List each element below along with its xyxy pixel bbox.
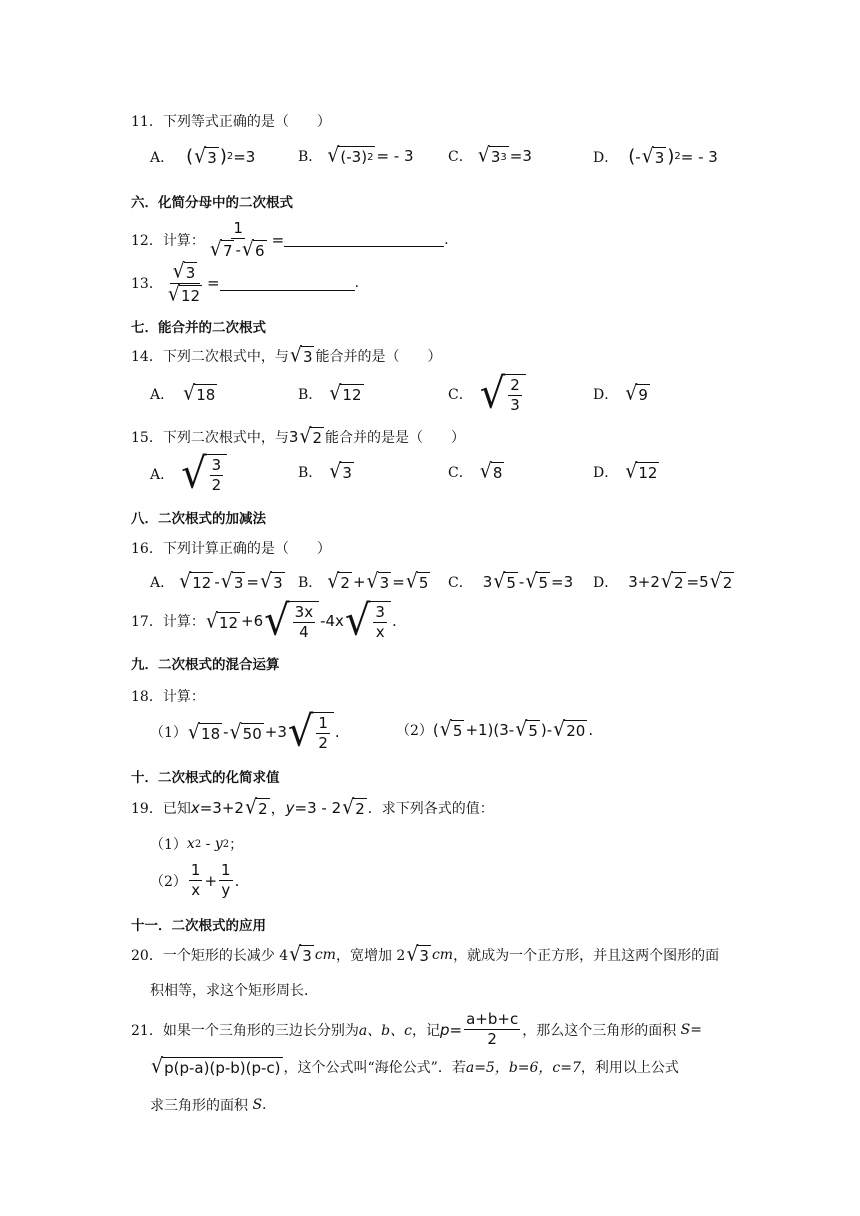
question-13: 13． √ 3 √ 12 = .	[131, 259, 360, 306]
q16-option-b[interactable]: B． √ 2 + √ 3 = √ 5	[298, 569, 429, 594]
q14-stem-a: 14．下列二次根式中，与	[131, 349, 289, 365]
option-label: C．	[448, 149, 473, 165]
question-16-stem: 16．下列计算正确的是（ ）	[131, 541, 331, 557]
option-label: B．	[298, 465, 323, 481]
q14-stem-b: 能合并的是（ ）	[315, 349, 442, 365]
section-heading-6: 六．化简分母中的二次根式	[131, 195, 293, 211]
q13-tail: .	[354, 275, 360, 291]
q21-text-a: 21．如果一个三角形的三边长分别为	[131, 1022, 359, 1039]
option-label: A．	[150, 149, 175, 166]
q19-stem-b: ．求下列各式的值：	[367, 800, 494, 817]
question-18	[131, 686, 205, 706]
option-label: C．	[448, 387, 473, 404]
q21-line-2: √ p(p-a)(p-b)(p-c) ，这个公式叫“海伦公式”．若 a=5，b=6，c=7 ，利用以上公式	[151, 1054, 679, 1079]
part-label: （2）	[150, 873, 187, 890]
option-label: B．	[298, 387, 323, 403]
question-17-label: 17．计算：	[131, 614, 205, 631]
q15-option-a[interactable]: A． √ $\frac{3}{2}$	[150, 454, 228, 495]
q14-option-c[interactable]: C． √ $\frac{2}{3}$	[448, 374, 527, 415]
q17-expression: √ 12 +6 √ $\frac{3x}{4}$ -4x √ $\frac{3}{x}$ .	[205, 596, 397, 646]
section-heading-9: 九．二次根式的混合运算	[131, 657, 280, 673]
question-16	[131, 538, 331, 558]
q15-option-b[interactable]: B． √ 3	[298, 459, 352, 484]
option-label: B．	[298, 149, 323, 165]
option-d-value: = - 3	[680, 147, 718, 166]
q15-stem-a: 15．下列二次根式中，与	[131, 430, 289, 446]
option-label: A．	[150, 387, 175, 403]
option-label: D．	[593, 575, 619, 591]
option-label: D．	[593, 149, 619, 166]
option-label: C．	[448, 465, 473, 481]
question-12-label: 12．计算：	[131, 232, 205, 249]
question-21: 21．如果一个三角形的三边长分别为 a、b、c ，记 p = $\frac{a+b+c}{2}$ ，那么这个三角形的面积 S =	[131, 1010, 702, 1049]
section-heading-10: 十．二次根式的化简求值	[131, 770, 280, 786]
q19-part-2: （2） $\frac{1}{x}$ + $\frac{1}{y}$ .	[150, 861, 240, 900]
q18-part-2: （2） ( √ 5 +1)(3- √ 5 )- √ 20 .	[396, 717, 594, 742]
q21-line-2-text-b: ，利用以上公式	[580, 1060, 679, 1076]
q14-option-b[interactable]: B． √ 12	[298, 381, 362, 406]
q18-part-1: （1） √ 18 - √ 50 +3 √ $\frac{1}{2}$ .	[150, 707, 340, 757]
q21-line-3-text: 求三角形的面积	[150, 1098, 248, 1114]
q21-line-2-text: ，这个公式叫“海伦公式”．若	[283, 1060, 466, 1076]
q15-stem-b: 能合并的是是（ ）	[325, 430, 466, 446]
question-13-label: 13．	[131, 276, 163, 292]
option-label: A．	[150, 467, 175, 484]
q21-text-b: ，记	[411, 1022, 440, 1039]
q12-fraction: 1 √ 7 - √ 6	[209, 219, 265, 262]
q11-option-c[interactable]: C． √ 3 3 =3	[448, 143, 532, 168]
q16-option-a[interactable]: A． √ 12 - √ 3 = √ 3	[150, 569, 283, 594]
q11-option-a[interactable]: A． ( √ 3 ) 2 =3	[150, 143, 256, 168]
question-11-stem: 11．下列等式正确的是（ ）	[131, 114, 331, 130]
q12-answer-blank[interactable]	[284, 232, 444, 247]
part-label: （1）	[150, 837, 187, 853]
q11-option-b[interactable]: B． √ (-3) 2 = - 3	[298, 143, 414, 168]
section-heading-7: 七．能合并的二次根式	[131, 320, 266, 336]
q14-option-d[interactable]: D． √ 9	[593, 381, 648, 406]
question-11	[131, 111, 331, 131]
q21-text-c: ，那么这个三角形的面积	[522, 1022, 677, 1039]
question-18-stem: 18．计算：	[131, 689, 205, 705]
q20-unit: cm	[431, 947, 454, 963]
option-a-value: =3	[233, 147, 256, 166]
option-c-value: =3	[509, 147, 532, 165]
part-label: （1）	[150, 725, 187, 742]
option-label: A．	[150, 575, 175, 591]
part-label: （2）	[396, 723, 433, 739]
q20-text-b: ，宽增加 2	[335, 948, 406, 964]
option-label: C．	[448, 575, 473, 591]
question-19: 19．已知 x =3+2 √ 2 ， y =3 - 2 √ 2 ．求下列各式的值：	[131, 794, 494, 819]
question-17	[131, 596, 397, 646]
q21-vars: a、b、c	[358, 1022, 412, 1039]
q21-values: a=5，b=6，c=7	[465, 1060, 581, 1076]
option-label: D．	[593, 465, 619, 481]
q15-option-c[interactable]: C． √ 8	[448, 459, 503, 484]
option-label: B．	[298, 575, 323, 591]
q16-option-c[interactable]: C． 3 √ 5 - √ 5 =3	[448, 569, 574, 594]
option-label: D．	[593, 387, 619, 403]
q19-stem-a: 19．已知	[131, 800, 191, 817]
q19-part-1: （1） x 2 - y 2 ；	[150, 836, 244, 853]
q14-option-a[interactable]: A． √ 18	[150, 381, 216, 406]
q20-text-c: ，就成为一个正方形，并且这两个图形的面	[453, 948, 720, 964]
q15-option-d[interactable]: D． √ 12	[593, 459, 658, 484]
option-b-value: = - 3	[376, 147, 414, 165]
section-heading-11: 十一．二次根式的应用	[131, 918, 266, 934]
q13-fraction: √ 3 √ 12	[167, 259, 201, 306]
q11-option-d[interactable]: D． ( - √ 3 ) 2 = - 3	[593, 143, 718, 168]
q16-option-d[interactable]: D． 3+2 √ 2 =5 √ 2	[593, 569, 733, 594]
question-12: 12．计算： 1 √ 7 - √ 6 = .	[131, 219, 449, 262]
question-20: 20．一个矩形的长减少 4 √ 3 cm ，宽增加 2 √ 3 cm ，就成为一个正方形，并且这两个图形的面	[131, 942, 720, 967]
q20-unit: cm	[314, 947, 336, 963]
section-heading-8: 八．二次根式的加减法	[131, 511, 266, 527]
q20-text-a: 20．一个矩形的长减少 4	[131, 948, 289, 964]
q20-line-2: 积相等，求这个矩形周长．	[150, 983, 318, 999]
question-14: 14．下列二次根式中，与 √ 3 能合并的是（ ）	[131, 343, 442, 368]
q13-answer-blank[interactable]	[220, 276, 355, 291]
q12-tail: .	[444, 231, 449, 248]
q21-line-3: 求三角形的面积 S .	[150, 1097, 267, 1114]
question-15: 15．下列二次根式中，与 3 √ 2 能合并的是是（ ）	[131, 424, 466, 449]
